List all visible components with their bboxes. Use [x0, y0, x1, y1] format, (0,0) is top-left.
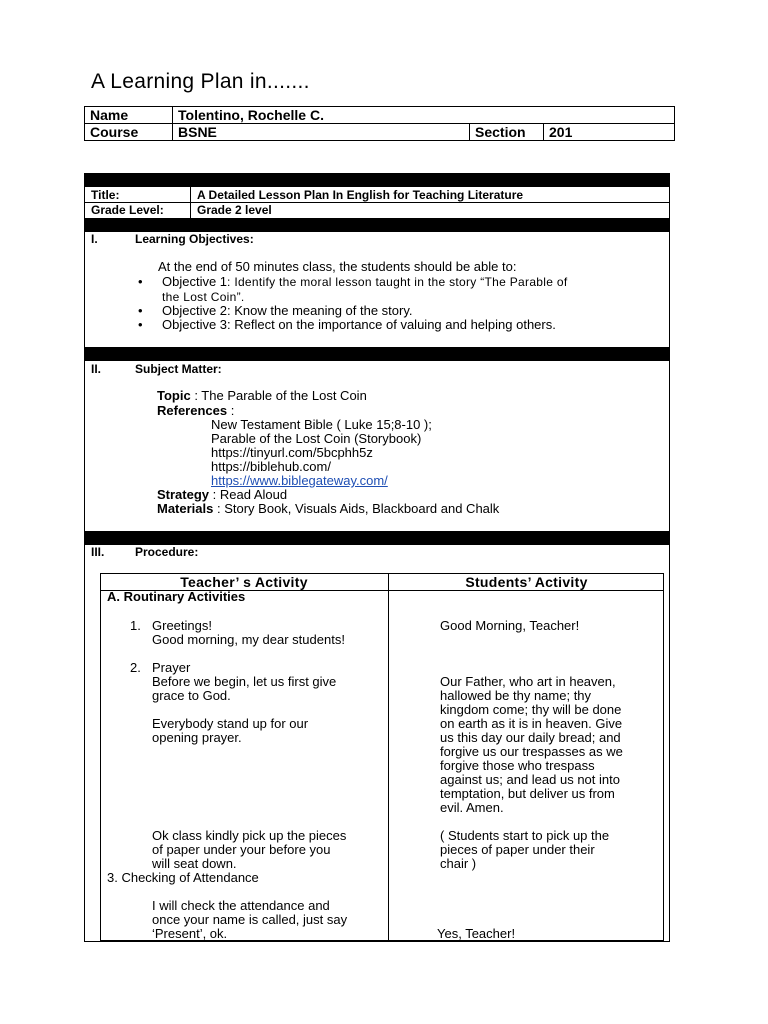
topic-line [157, 389, 367, 403]
prayer-number: 2. [130, 660, 141, 675]
prayer-line: grace to God. [152, 688, 231, 703]
greetings-label: Greetings! [152, 618, 212, 633]
strategy-line [157, 488, 287, 502]
title-label: Title: [91, 188, 120, 202]
prayer-response-line: us this day our daily bread; and [440, 730, 621, 745]
strategy-label: Strategy [157, 487, 210, 502]
prayer-response-line: forgive those who trespass [440, 758, 595, 773]
section-bar-3 [84, 531, 670, 545]
materials-label: Materials [157, 501, 214, 516]
grade-label: Grade Level: [91, 203, 164, 217]
objectives-heading: Learning Objectives: [135, 232, 254, 246]
course-label: Course [85, 124, 173, 141]
objective-1-text: : Identify the moral lesson taught in the story “The Parable of [227, 275, 568, 289]
reference-item: Parable of the Lost Coin (Storybook) [211, 431, 422, 446]
section-label: Section [470, 124, 544, 141]
topic-value: : The Parable of the Lost Coin [190, 388, 367, 403]
course-value: BSNE [173, 124, 470, 141]
document-title: A Learning Plan in....... [91, 70, 310, 93]
materials-line [157, 502, 499, 516]
stand-line: opening prayer. [152, 730, 242, 745]
prayer-response-line: kingdom come; thy will be done [440, 702, 622, 717]
label-divider [190, 187, 191, 218]
grade-value: Grade 2 level [197, 203, 272, 217]
greetings-line: Good morning, my dear students! [152, 632, 345, 647]
greetings-number: 1. [130, 618, 141, 633]
prayer-response-line: forgive us our trespasses as we [440, 744, 623, 759]
references-colon: : [227, 403, 235, 418]
prayer-response-line: against us; and lead us not into [440, 772, 620, 787]
stand-line: Everybody stand up for our [152, 716, 309, 731]
references-line [157, 404, 234, 418]
prayer-response-line: temptation, but deliver us from [440, 786, 615, 801]
objectives-intro: At the end of 50 minutes class, the students should be able to: [158, 259, 517, 274]
section-bar-1 [84, 218, 670, 232]
objective-1-continued: the Lost Coin”. [162, 290, 245, 304]
section-value: 201 [544, 124, 675, 141]
prayer-response-line: evil. Amen. [440, 800, 504, 815]
objective-2: • Objective 2: Know the meaning of the story. [162, 304, 413, 318]
objective-3: • Objective 3: Reflect on the importance of valuing and helping others. [162, 318, 556, 332]
prayer-line: Before we begin, let us first give [152, 674, 337, 689]
attendance-line: I will check the attendance and [152, 898, 330, 913]
reference-item: https://biblehub.com/ [211, 459, 331, 474]
pickup-line: of paper under your before you [152, 842, 331, 857]
students-activity-header: Students’ Activity [465, 574, 588, 590]
name-value: Tolentino, Rochelle C. [173, 107, 675, 124]
objective-1 [162, 275, 567, 289]
pickup-response-line: chair ) [440, 856, 477, 871]
title-value: A Detailed Lesson Plan In English for Teaching Literature [197, 188, 524, 202]
prayer-response-line: on earth as it is in heaven. Give [440, 716, 623, 731]
section-bar-2 [84, 347, 670, 361]
subject-heading: Subject Matter: [135, 362, 222, 376]
prayer-response-line: Our Father, who art in heaven, [440, 674, 616, 689]
procedure-heading: Procedure: [135, 545, 199, 559]
topic-label: Topic [157, 388, 191, 403]
reference-item: https://tinyurl.com/5bcphh5z [211, 445, 373, 460]
prayer-response-line: hallowed be thy name; thy [440, 688, 592, 703]
teacher-activity-header: Teacher’ s Activity [180, 574, 308, 590]
student-info-table [84, 106, 675, 141]
pickup-response-line: pieces of paper under their [440, 842, 595, 857]
header-bar [84, 173, 670, 187]
procedure-number: III. [91, 545, 105, 559]
attendance-response: Yes, Teacher! [437, 926, 516, 941]
prayer-label: Prayer [152, 660, 191, 675]
routinary-activities-heading: A. Routinary Activities [107, 589, 246, 604]
objective-1-label: Objective 1 [162, 274, 228, 289]
row-divider [84, 202, 670, 203]
pickup-line: Ok class kindly pick up the pieces [152, 828, 347, 843]
objectives-number: I. [91, 232, 98, 246]
greetings-response: Good Morning, Teacher! [440, 618, 580, 633]
reference-link[interactable]: https://www.biblegateway.com/ [211, 473, 388, 488]
strategy-value: : Read Aloud [209, 487, 288, 502]
reference-item: New Testament Bible ( Luke 15;8-10 ); [211, 417, 432, 432]
procedure-column-divider [388, 573, 389, 941]
materials-value: : Story Book, Visuals Aids, Blackboard and Chalk [213, 501, 500, 516]
pickup-line: will seat down. [152, 856, 237, 871]
subject-number: II. [91, 362, 102, 376]
references-label: References [157, 403, 228, 418]
pickup-response-line: ( Students start to pick up the [440, 828, 610, 843]
attendance-line: ‘Present’, ok. [152, 926, 228, 941]
name-label: Name [85, 107, 173, 124]
attendance-heading: 3. Checking of Attendance [107, 870, 259, 885]
attendance-line: once your name is called, just say [152, 912, 348, 927]
